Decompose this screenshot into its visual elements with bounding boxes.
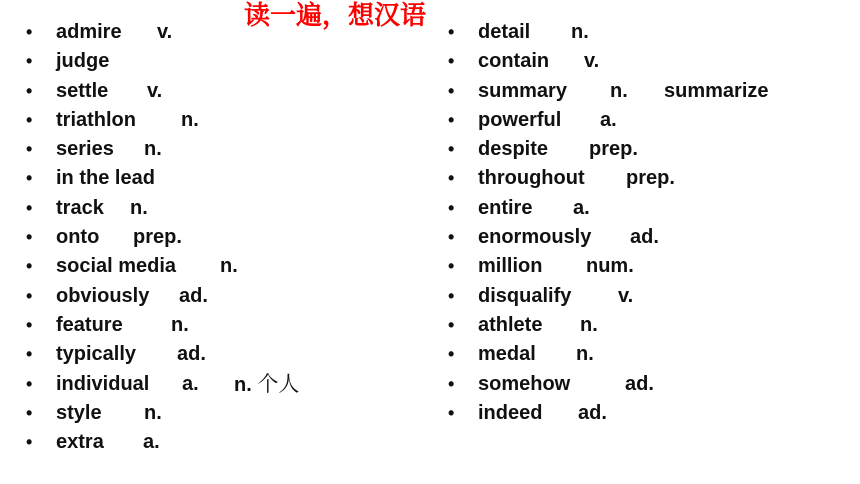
part-of-speech: n. (610, 79, 628, 102)
word: enormously (478, 226, 592, 249)
bullet-icon: • (448, 80, 455, 101)
word: extra (56, 431, 104, 454)
word: judge (56, 50, 110, 73)
word: onto (56, 226, 100, 249)
part-of-speech: a. (573, 196, 590, 219)
word: disqualify (478, 284, 572, 307)
bullet-icon: • (26, 80, 33, 101)
part-of-speech: n. (580, 313, 598, 336)
bullet-icon: • (26, 432, 33, 453)
word: indeed (478, 401, 543, 424)
word: detail (478, 21, 531, 43)
bullet-icon: • (448, 373, 455, 394)
part-of-speech: v. (584, 50, 600, 73)
bullet-icon: • (26, 256, 33, 277)
word: settle (56, 79, 109, 102)
chinese-meaning: 个人 (257, 371, 300, 396)
bullet-icon: • (26, 197, 33, 218)
bullet-icon: • (26, 22, 33, 42)
part-of-speech: n. (144, 138, 162, 161)
part-of-speech: ad. (630, 226, 659, 249)
bullet-icon: • (26, 227, 33, 248)
bullet-icon: • (26, 109, 33, 130)
part-of-speech: ad. (179, 284, 208, 307)
part-of-speech: n. (571, 21, 589, 43)
word: million (478, 255, 543, 278)
bullet-icon: • (26, 139, 33, 160)
bullet-icon: • (26, 344, 33, 365)
part-of-speech: n. (144, 401, 162, 424)
part-of-speech: prep. (133, 226, 182, 249)
part-of-speech: a. (143, 431, 160, 454)
related-word: summarize (664, 79, 769, 102)
bullet-icon: • (448, 51, 455, 72)
part-of-speech: prep. (626, 167, 675, 190)
part-of-speech: v. (618, 284, 634, 307)
part-of-speech: num. (586, 255, 634, 278)
word: throughout (478, 167, 585, 190)
bullet-icon: • (448, 139, 455, 160)
word: despite (478, 138, 549, 161)
part-of-speech: v. (157, 21, 173, 43)
bullet-icon: • (448, 109, 455, 130)
bullet-icon: • (448, 344, 455, 365)
bullet-icon: • (448, 227, 455, 248)
bullet-icon: • (26, 285, 33, 306)
word: admire (56, 21, 122, 43)
bullet-icon: • (448, 168, 455, 189)
bullet-icon: • (448, 256, 455, 277)
word: typically (56, 343, 137, 366)
word: track (56, 196, 104, 219)
part-of-speech: n. (171, 313, 189, 336)
bullet-icon: • (26, 51, 33, 72)
bullet-icon: • (448, 402, 455, 423)
word: obviously (56, 284, 150, 307)
bullet-icon: • (448, 285, 455, 306)
part-of-speech: v. (147, 79, 163, 102)
word: feature (56, 313, 123, 336)
word: somehow (478, 372, 571, 395)
part-of-speech: prep. (589, 138, 638, 161)
bullet-icon: • (26, 373, 33, 394)
bullet-icon: • (26, 314, 33, 335)
part-of-speech: n. (220, 255, 238, 278)
slide-title: 读一遍，想汉语 (244, 1, 427, 31)
word: triathlon (56, 108, 136, 131)
part-of-speech: ad. (625, 372, 654, 395)
word: entire (478, 196, 533, 219)
bullet-icon: • (448, 197, 455, 218)
word: medal (478, 343, 536, 366)
part-of-speech: a. (182, 372, 199, 395)
extra-part-of-speech: n. 个人 (234, 371, 300, 396)
word: in the lead (56, 167, 155, 190)
word: social media (56, 255, 177, 278)
part-of-speech: ad. (578, 401, 607, 424)
part-of-speech: ad. (177, 343, 206, 366)
word: powerful (478, 108, 562, 131)
word: individual (56, 372, 150, 395)
bullet-icon: • (448, 22, 455, 42)
word: summary (478, 79, 567, 102)
part-of-speech: n. (576, 343, 594, 366)
part-of-speech: n. (181, 108, 199, 131)
part-of-speech: a. (600, 108, 617, 131)
bullet-icon: • (448, 314, 455, 335)
word: style (56, 401, 102, 424)
part-of-speech: n. (130, 196, 148, 219)
word: series (56, 138, 114, 161)
bullet-icon: • (26, 402, 33, 423)
word: athlete (478, 313, 543, 336)
word: contain (478, 50, 550, 73)
bullet-icon: • (26, 168, 33, 189)
